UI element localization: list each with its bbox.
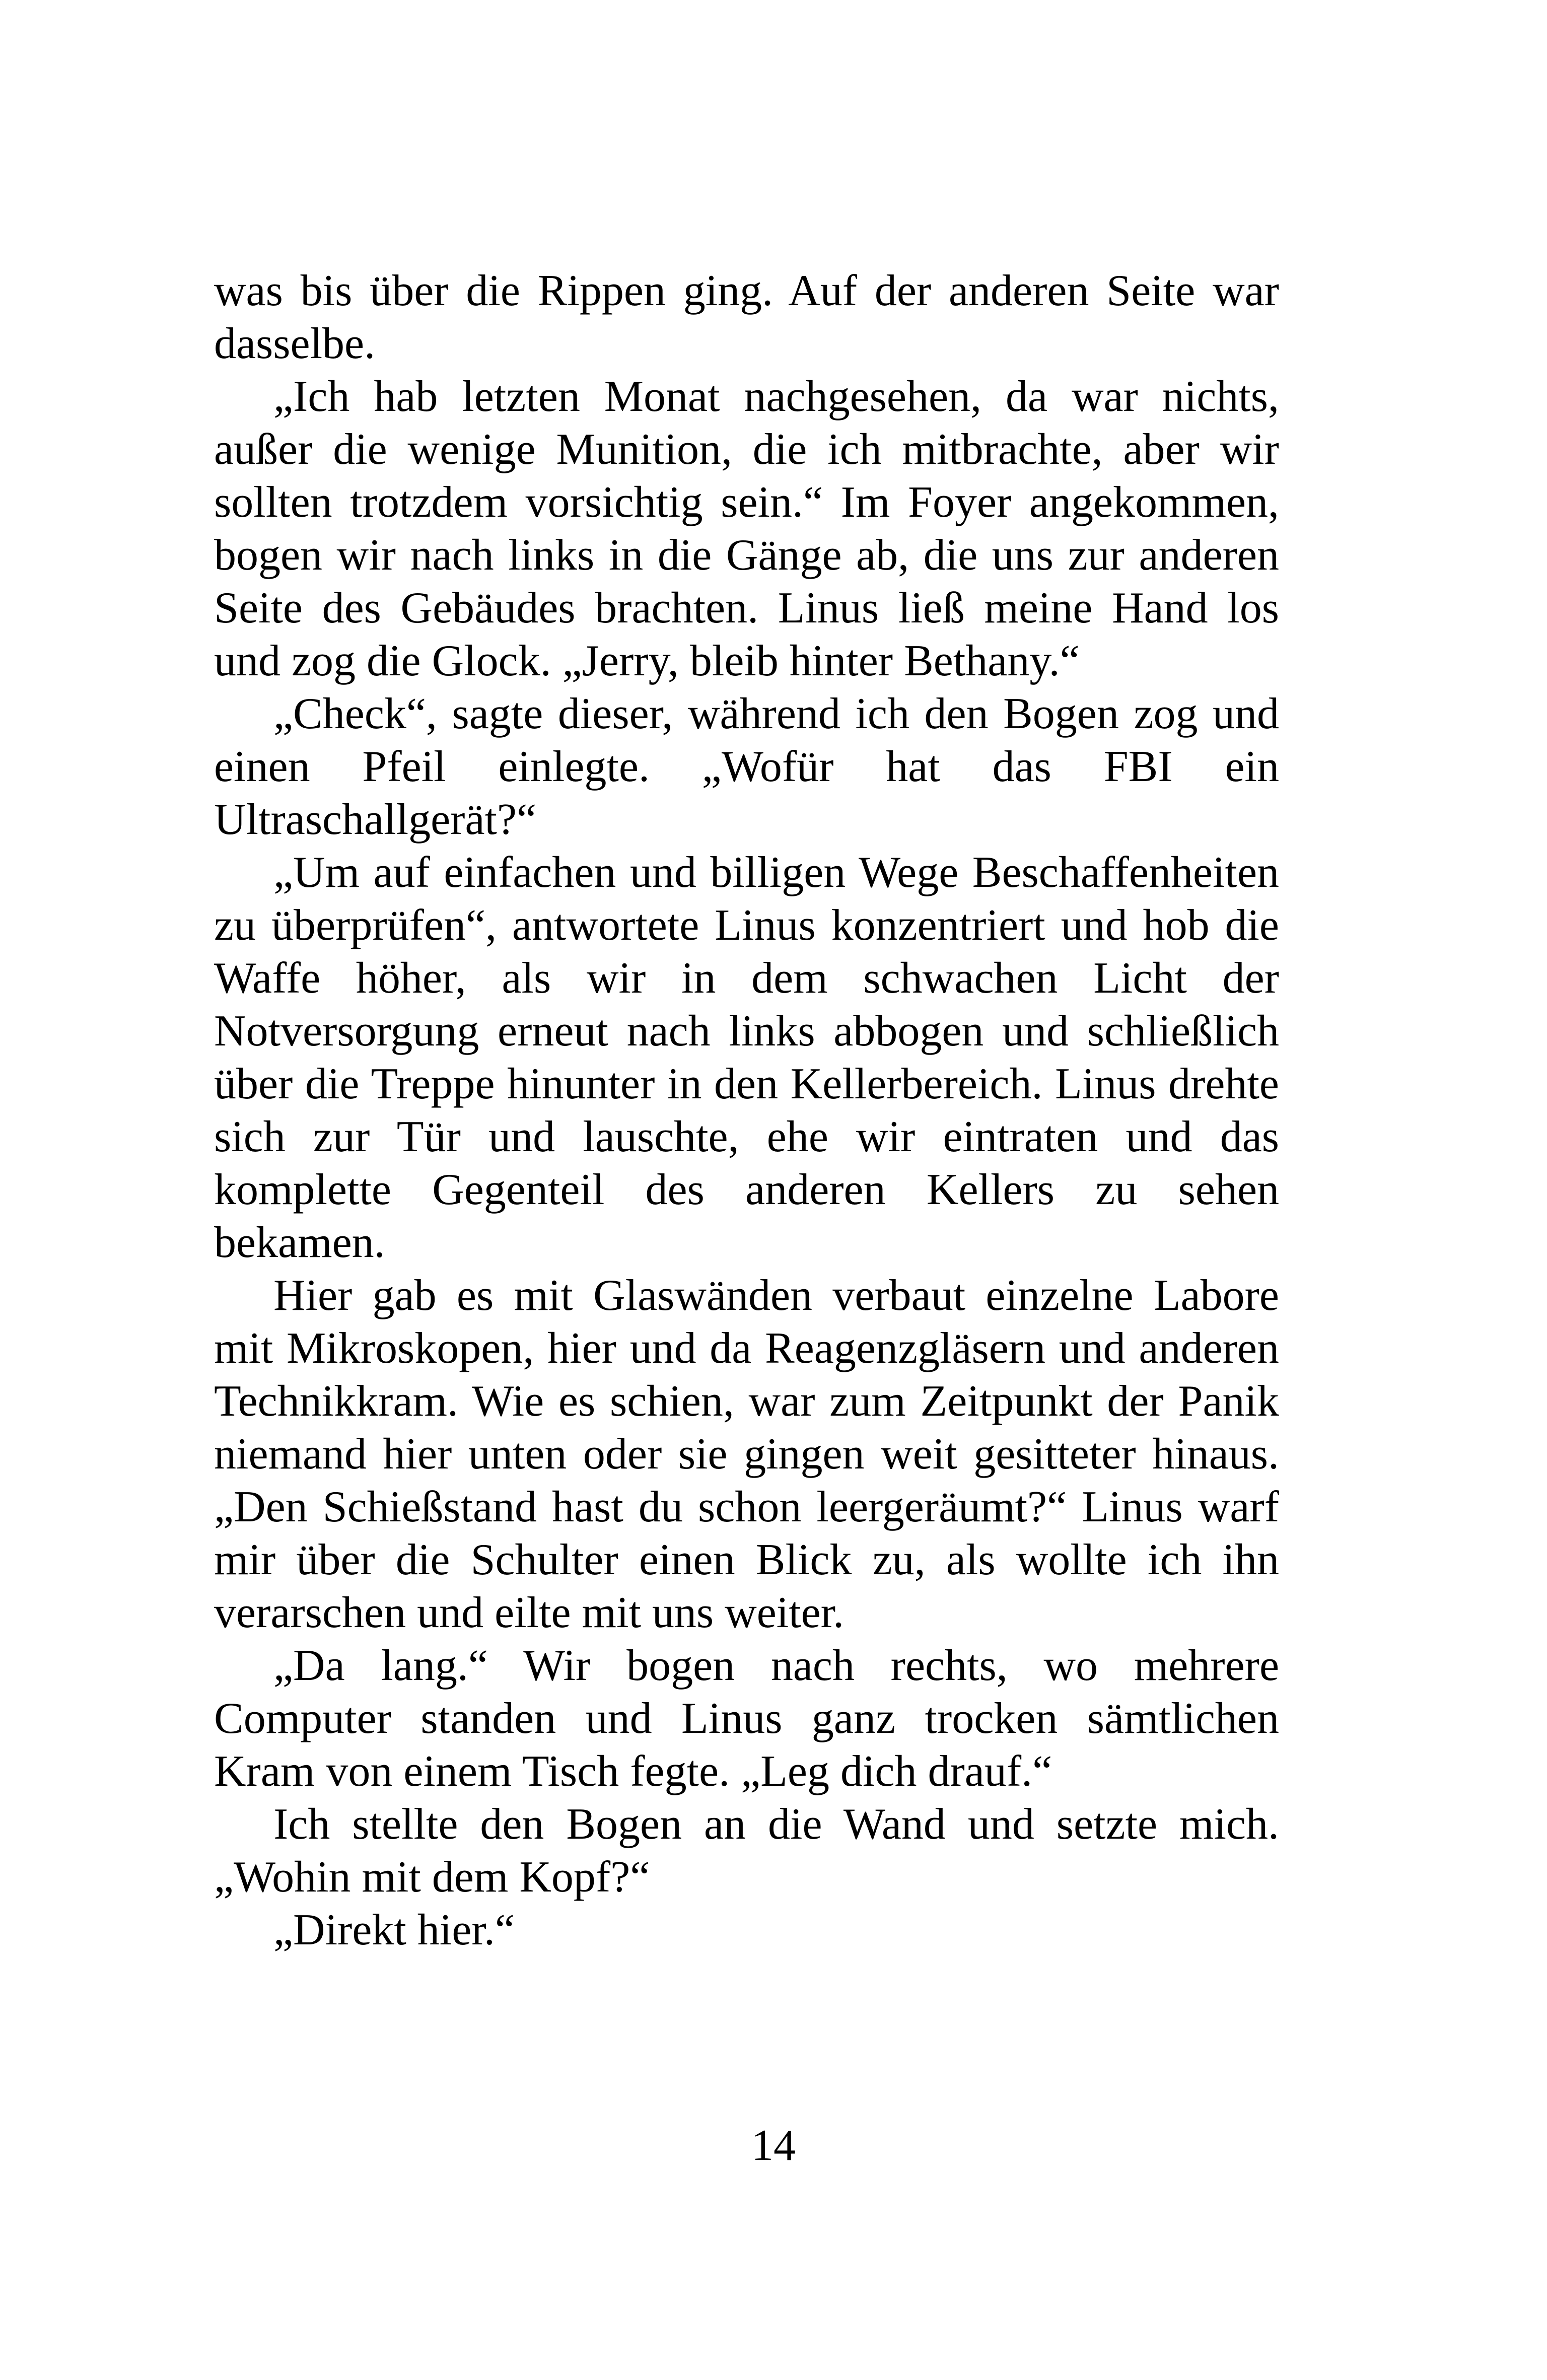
page-number: 14 (751, 2121, 796, 2170)
paragraph-6: „Da lang.“ Wir bogen nach rechts, wo mehrere Computer standen und Linus ganz trocken sämtlichen Kram von einem Tisch fegte. „Leg dich drauf.“ (214, 1641, 1279, 1796)
paragraph-2: „Ich hab letzten Monat nachgesehen, da war nichts, außer die wenige Munition, die ich mitbrachte, aber wir sollten trotzdem vorsichtig sein.“ Im Foyer angekommen, bogen wir nach links in die Gänge ab, die uns zur anderen Seite des Gebäudes brachten. Linus ließ meine Hand los und zog die Glock. „Jerry, bleib hinter Bethany.“ (214, 372, 1279, 685)
body-text (214, 264, 1279, 1956)
paragraph-5: Hier gab es mit Glaswänden verbaut einzelne Labore mit Mikroskopen, hier und da Reagenzgläsern und anderen Technikkram. Wie es schien, war zum Zeitpunkt der Panik niemand hier unten oder sie gingen weit gesitteter hinaus. „Den Schießstand hast du schon leergeräumt?“ Linus warf mir über die Schulter einen Blick zu, als wollte ich ihn verarschen und eilte mit uns weiter. (214, 1271, 1279, 1637)
paragraph-4: „Um auf einfachen und billigen Wege Beschaffenheiten zu überprüfen“, antwortete Linus konzentriert und hob die Waffe höher, als wir in dem schwachen Licht der Notversorgung erneut nach links abbogen und schließlich über die Treppe hinunter in den Kellerbereich. Linus drehte sich zur Tür und lauschte, ehe wir eintraten und das komplette Gegenteil des anderen Kellers zu sehen bekamen. (214, 848, 1279, 1267)
paragraph-7: Ich stellte den Bogen an die Wand und setzte mich. „Wohin mit dem Kopf?“ (214, 1800, 1279, 1902)
paragraph-8: „Direkt hier.“ (273, 1906, 515, 1954)
paragraph-1: was bis über die Rippen ging. Auf der anderen Seite war dasselbe. (214, 266, 1279, 368)
paragraph-3: „Check“, sagte dieser, während ich den Bogen zog und einen Pfeil einlegte. „Wofür hat das FBI ein Ultraschallgerät?“ (214, 689, 1279, 844)
